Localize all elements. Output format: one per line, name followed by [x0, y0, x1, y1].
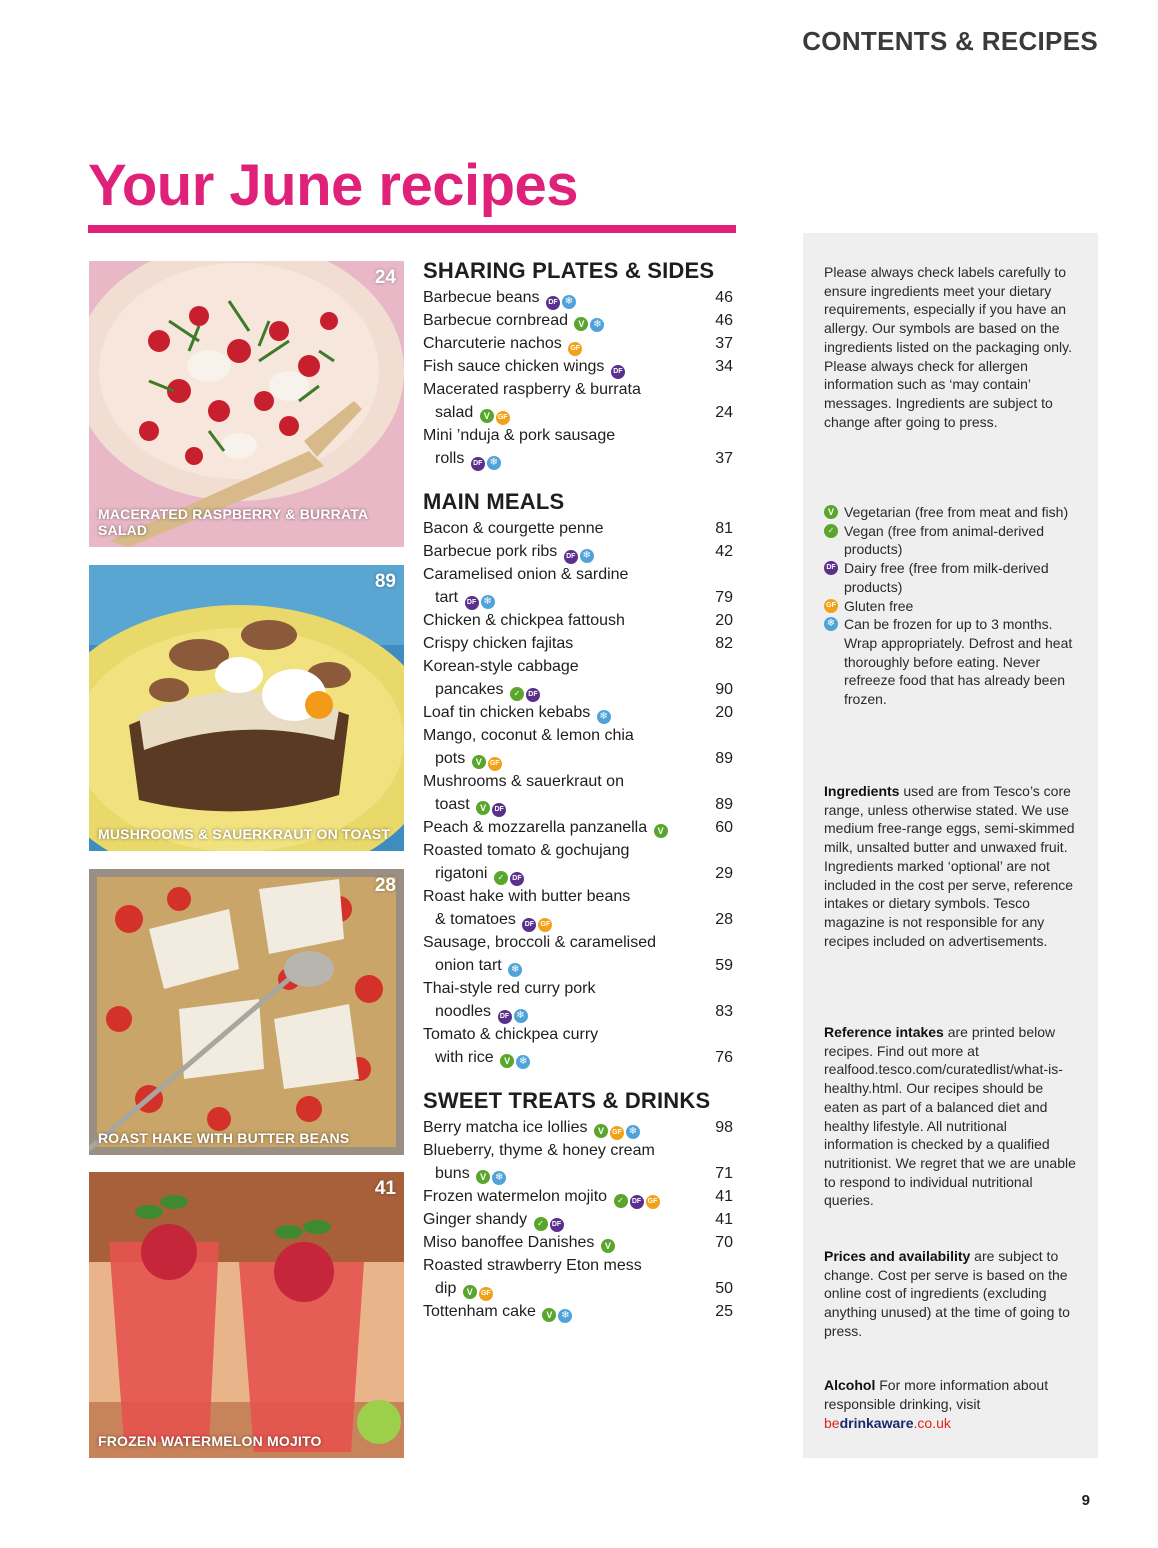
dairy-free-icon: DF: [522, 918, 536, 932]
recipe-entry: [423, 563, 735, 586]
recipe-name: noodles: [435, 1003, 492, 1020]
recipe-name: Mango, coconut & lemon chia: [423, 727, 634, 744]
symbol-key-item: [824, 597, 1080, 616]
recipe-page-number: 46: [715, 289, 733, 306]
recipe-name: Caramelised onion & sardine: [423, 566, 629, 583]
recipe-name: Sausage, broccoli & caramelised: [423, 934, 657, 951]
prices-note: Prices and availability are subject to change. Cost per serve is based on the online cost of ingredients (excluding anything unused) at the time of going to press.: [824, 1248, 1070, 1339]
recipe-name: Blueberry, thyme & honey cream: [423, 1142, 655, 1159]
page-title: Your June recipes: [88, 153, 579, 218]
recipe-name: pots: [435, 750, 466, 767]
recipe-page-number: 20: [715, 612, 733, 629]
photo-page-number: 89: [374, 571, 396, 592]
recipe-name: Peach & mozzarella panzanella: [423, 819, 648, 836]
recipe-entry: [423, 378, 735, 401]
hake-illustration: [89, 869, 404, 1155]
dairy-free-icon: DF: [630, 1195, 644, 1209]
recipe-page-number: 98: [715, 1119, 733, 1136]
recipe-name: Mini ’nduja & pork sausage: [423, 427, 616, 444]
recipe-entry[interactable]: [423, 816, 735, 839]
recipe-entry[interactable]: [423, 355, 735, 378]
recipe-page-number: 41: [715, 1188, 733, 1205]
recipe-name: Bacon & courgette penne: [423, 520, 604, 537]
vegetarian-icon: V: [594, 1124, 608, 1138]
gluten-free-icon: GF: [646, 1195, 660, 1209]
recipe-name: onion tart: [435, 957, 502, 974]
freezable-icon: ❄: [487, 456, 501, 470]
photo-page-number: 24: [374, 267, 396, 288]
category-heading: SWEET TREATS & DRINKS: [423, 1088, 711, 1113]
recipe-entry[interactable]: [423, 862, 735, 885]
recipe-page-number: 46: [715, 312, 733, 329]
vegetarian-icon: V: [601, 1239, 615, 1253]
vegetarian-icon: V: [824, 505, 838, 519]
recipe-entry[interactable]: [423, 1162, 735, 1185]
symbol-key-label: Vegetarian (free from meat and fish): [844, 504, 1069, 520]
recipe-name: Macerated raspberry & burrata: [423, 381, 641, 398]
recipe-name: Roast hake with butter beans: [423, 888, 631, 905]
alcohol-note: Alcohol For more information about responsible drinking, visit: [824, 1377, 1049, 1412]
recipe-name: rolls: [435, 450, 465, 467]
dairy-free-icon: DF: [526, 688, 540, 702]
gluten-free-icon: GF: [538, 918, 552, 932]
dairy-free-icon: DF: [498, 1010, 512, 1024]
recipe-name: Miso banoffee Danishes: [423, 1234, 595, 1251]
recipe-entry: [423, 655, 735, 678]
freezable-icon: ❄: [597, 710, 611, 724]
recipe-entry[interactable]: [423, 632, 735, 655]
recipe-name: Mushrooms & sauerkraut on: [423, 773, 624, 790]
freezable-icon: ❄: [492, 1171, 506, 1185]
photo-caption: MUSHROOMS & SAUERKRAUT ON TOAST: [98, 826, 391, 842]
symbol-key-label: Can be frozen for up to 3 months. Wrap appropriately. Defrost and heat thoroughly before eating. Never refreeze food that has already been frozen.: [844, 616, 1073, 708]
freezable-icon: ❄: [824, 617, 838, 631]
dairy-free-icon: DF: [564, 550, 578, 564]
recipe-entry[interactable]: [423, 309, 735, 332]
recipe-name: Barbecue pork ribs: [423, 543, 558, 560]
recipe-entry[interactable]: [423, 793, 735, 816]
recipe-entry[interactable]: [423, 1000, 735, 1023]
recipe-name: Tottenham cake: [423, 1303, 536, 1320]
recipe-name: dip: [435, 1280, 457, 1297]
vegan-icon: ✓: [614, 1194, 628, 1208]
dairy-free-icon: DF: [824, 561, 838, 575]
ingredients-note: Ingredients used are from Tesco’s core range, unless otherwise stated. We use medium free-range eggs, semi-skimmed milk, unsalted butter and unwaxed fruit. Ingredients marked ‘optional’ are not included in the cost per serve, reference intakes or dietary symbols. Tesco magazine is not responsible for any recipes included on advertisements.: [824, 783, 1075, 949]
recipe-entry[interactable]: [423, 1185, 735, 1208]
gluten-free-icon: GF: [824, 599, 838, 613]
photo-mushrooms-sauerkraut-toast[interactable]: [89, 565, 404, 851]
gluten-free-icon: GF: [568, 342, 582, 356]
vegetarian-icon: V: [500, 1054, 514, 1068]
recipe-page-number: 25: [715, 1303, 733, 1320]
symbol-key-label: Vegan (free from animal-derived products): [844, 522, 1044, 558]
freezable-icon: ❄: [514, 1009, 528, 1023]
title-rule: [88, 225, 736, 233]
freezable-icon: ❄: [580, 549, 594, 563]
dairy-free-icon: DF: [465, 596, 479, 610]
recipe-list: [423, 256, 735, 1323]
recipe-entry[interactable]: [423, 908, 735, 931]
recipe-entry[interactable]: [423, 678, 735, 701]
vegetarian-icon: V: [542, 1308, 556, 1322]
vegan-icon: ✓: [534, 1217, 548, 1231]
recipe-page-number: 37: [715, 335, 733, 352]
recipe-entry[interactable]: [423, 447, 735, 470]
toast-illustration: [89, 565, 404, 851]
allergy-notice: Please always check labels carefully to ensure ingredients meet your dietary requirements, especially if you have an allergy. Our symbols are based on the ingredients listed on the packaging only. Please always check for allergen information such as ‘may contain’ messages. Ingredients are subject to change after going to press.: [824, 264, 1073, 430]
photo-roast-hake-butter-beans[interactable]: [89, 869, 404, 1155]
freezable-icon: ❄: [508, 963, 522, 977]
recipe-page-number: 59: [715, 957, 733, 974]
recipe-name: Barbecue beans: [423, 289, 540, 306]
recipe-entry[interactable]: [423, 332, 735, 355]
recipe-name: tart: [435, 589, 459, 606]
recipe-entry[interactable]: [423, 747, 735, 770]
recipe-page-number: 81: [715, 520, 733, 537]
recipe-page-number: 76: [715, 1049, 733, 1066]
recipe-page-number: 37: [715, 450, 733, 467]
info-panel: [803, 233, 1098, 1458]
recipe-page-number: 89: [715, 750, 733, 767]
recipe-page-number: 79: [715, 589, 733, 606]
dairy-free-icon: DF: [510, 872, 524, 886]
recipe-name: toast: [435, 796, 470, 813]
symbol-key-item: [824, 559, 1080, 596]
gluten-free-icon: GF: [610, 1126, 624, 1140]
freezable-icon: ❄: [516, 1055, 530, 1069]
recipe-name: Crispy chicken fajitas: [423, 635, 574, 652]
recipe-name: buns: [435, 1165, 470, 1182]
gluten-free-icon: GF: [496, 411, 510, 425]
vegan-icon: ✓: [494, 871, 508, 885]
recipe-page-number: 82: [715, 635, 733, 652]
recipe-entry[interactable]: [423, 540, 735, 563]
recipe-page-number: 29: [715, 865, 733, 882]
photo-page-number: 28: [374, 875, 396, 896]
recipe-entry: [423, 724, 735, 747]
recipe-name: Thai-style red curry pork: [423, 980, 596, 997]
recipe-page-number: 42: [715, 543, 733, 560]
gluten-free-icon: GF: [488, 757, 502, 771]
section-label: CONTENTS & RECIPES: [802, 26, 1098, 56]
recipe-name: pancakes: [435, 681, 504, 698]
photo-caption: ROAST HAKE WITH BUTTER BEANS: [98, 1130, 350, 1146]
recipe-name: Tomato & chickpea curry: [423, 1026, 599, 1043]
vegetarian-icon: V: [463, 1285, 477, 1299]
photo-caption: FROZEN WATERMELON MOJITO: [98, 1433, 322, 1449]
recipe-entry: [423, 1023, 735, 1046]
recipe-entry[interactable]: [423, 586, 735, 609]
recipe-entry: [423, 977, 735, 1000]
recipe-page-number: 24: [715, 404, 733, 421]
recipe-entry[interactable]: [423, 401, 735, 424]
mojito-illustration: [89, 1172, 404, 1458]
recipe-name: rigatoni: [435, 865, 488, 882]
drinkaware-link[interactable]: bedrinkaware.co.uk: [824, 1415, 951, 1432]
recipe-entry: [423, 424, 735, 447]
recipe-name: Frozen watermelon mojito: [423, 1188, 608, 1205]
recipe-entry[interactable]: [423, 701, 735, 724]
recipe-name: Berry matcha ice lollies: [423, 1119, 588, 1136]
symbol-key-item: [824, 503, 1080, 522]
page-number: 9: [1081, 1492, 1090, 1509]
recipe-page-number: 20: [715, 704, 733, 721]
freezable-icon: ❄: [481, 595, 495, 609]
vegetarian-icon: V: [480, 409, 494, 423]
vegan-icon: ✓: [824, 524, 838, 538]
recipe-entry[interactable]: [423, 609, 735, 632]
recipe-entry[interactable]: [423, 1277, 735, 1300]
gluten-free-icon: GF: [479, 1287, 493, 1301]
recipe-entry: [423, 931, 735, 954]
category-heading: MAIN MEALS: [423, 489, 565, 514]
reference-intakes-note: Reference intakes are printed below recipes. Find out more at realfood.tesco.com/curatedlist/what-is-healthy.html. Our recipes should be eaten as part of a balanced diet and healthy lifestyle. All nutritional information is checked by a qualified nutritionist. We regret that we are unable to respond to individual nutritional queries.: [824, 1024, 1076, 1209]
recipe-name: Charcuterie nachos: [423, 335, 562, 352]
recipe-page-number: 70: [715, 1234, 733, 1251]
symbol-key-label: Gluten free: [844, 597, 914, 614]
dairy-free-icon: DF: [550, 1218, 564, 1232]
dairy-free-icon: DF: [471, 457, 485, 471]
salad-illustration: [89, 261, 404, 547]
freezable-icon: ❄: [562, 295, 576, 309]
recipe-name: Chicken & chickpea fattoush: [423, 612, 625, 629]
recipe-page-number: 41: [715, 1211, 733, 1228]
recipe-name: Loaf tin chicken kebabs: [423, 704, 591, 721]
photo-caption: MACERATED RASPBERRY & BURRATA SALAD: [98, 506, 368, 538]
recipe-name: Barbecue cornbread: [423, 312, 568, 329]
recipe-entry: [423, 1254, 735, 1277]
recipe-name: salad: [435, 404, 474, 421]
recipe-entry[interactable]: [423, 1231, 735, 1254]
dairy-free-icon: DF: [546, 296, 560, 310]
recipe-entry[interactable]: [423, 1300, 735, 1323]
vegetarian-icon: V: [472, 755, 486, 769]
recipe-entry: [423, 770, 735, 793]
recipe-name: Roasted tomato & gochujang: [423, 842, 630, 859]
recipe-entry: [423, 839, 735, 862]
photo-page-number: 41: [374, 1178, 396, 1199]
freezable-icon: ❄: [558, 1309, 572, 1323]
recipe-entry[interactable]: [423, 517, 735, 540]
recipe-entry[interactable]: [423, 286, 735, 309]
vegetarian-icon: V: [574, 317, 588, 331]
recipe-entry: [423, 1139, 735, 1162]
recipe-name: Roasted strawberry Eton mess: [423, 1257, 642, 1274]
dairy-free-icon: DF: [611, 365, 625, 379]
recipe-name: Korean-style cabbage: [423, 658, 579, 675]
vegetarian-icon: V: [476, 1170, 490, 1184]
symbol-key-item: [824, 615, 1080, 709]
vegan-icon: ✓: [510, 687, 524, 701]
recipe-entry[interactable]: [423, 954, 735, 977]
recipe-page-number: 34: [715, 358, 733, 375]
recipe-name: with rice: [435, 1049, 494, 1066]
photo-raspberry-burrata-salad[interactable]: [89, 261, 404, 547]
symbol-key: [824, 503, 1080, 709]
recipe-page-number: 50: [715, 1280, 733, 1297]
symbol-key-item: [824, 522, 1080, 559]
recipe-name: Fish sauce chicken wings: [423, 358, 605, 375]
recipe-page-number: 83: [715, 1003, 733, 1020]
category-heading: SHARING PLATES & SIDES: [423, 258, 715, 283]
recipe-page-number: 89: [715, 796, 733, 813]
vegetarian-icon: V: [476, 801, 490, 815]
recipe-page-number: 71: [715, 1165, 733, 1182]
recipe-entry[interactable]: [423, 1116, 735, 1139]
recipe-entry[interactable]: [423, 1208, 735, 1231]
photo-frozen-watermelon-mojito[interactable]: [89, 1172, 404, 1458]
symbol-key-label: Dairy free (free from milk-derived products): [844, 560, 1049, 595]
recipe-entry: [423, 885, 735, 908]
recipe-page-number: 90: [715, 681, 733, 698]
recipe-page-number: 60: [715, 819, 733, 836]
recipe-entry[interactable]: [423, 1046, 735, 1069]
vegetarian-icon: V: [654, 824, 668, 838]
freezable-icon: ❄: [626, 1125, 640, 1139]
recipe-name: Ginger shandy: [423, 1211, 528, 1228]
dairy-free-icon: DF: [492, 803, 506, 817]
recipe-name: & tomatoes: [435, 911, 516, 928]
recipe-page-number: 28: [715, 911, 733, 928]
freezable-icon: ❄: [590, 318, 604, 332]
